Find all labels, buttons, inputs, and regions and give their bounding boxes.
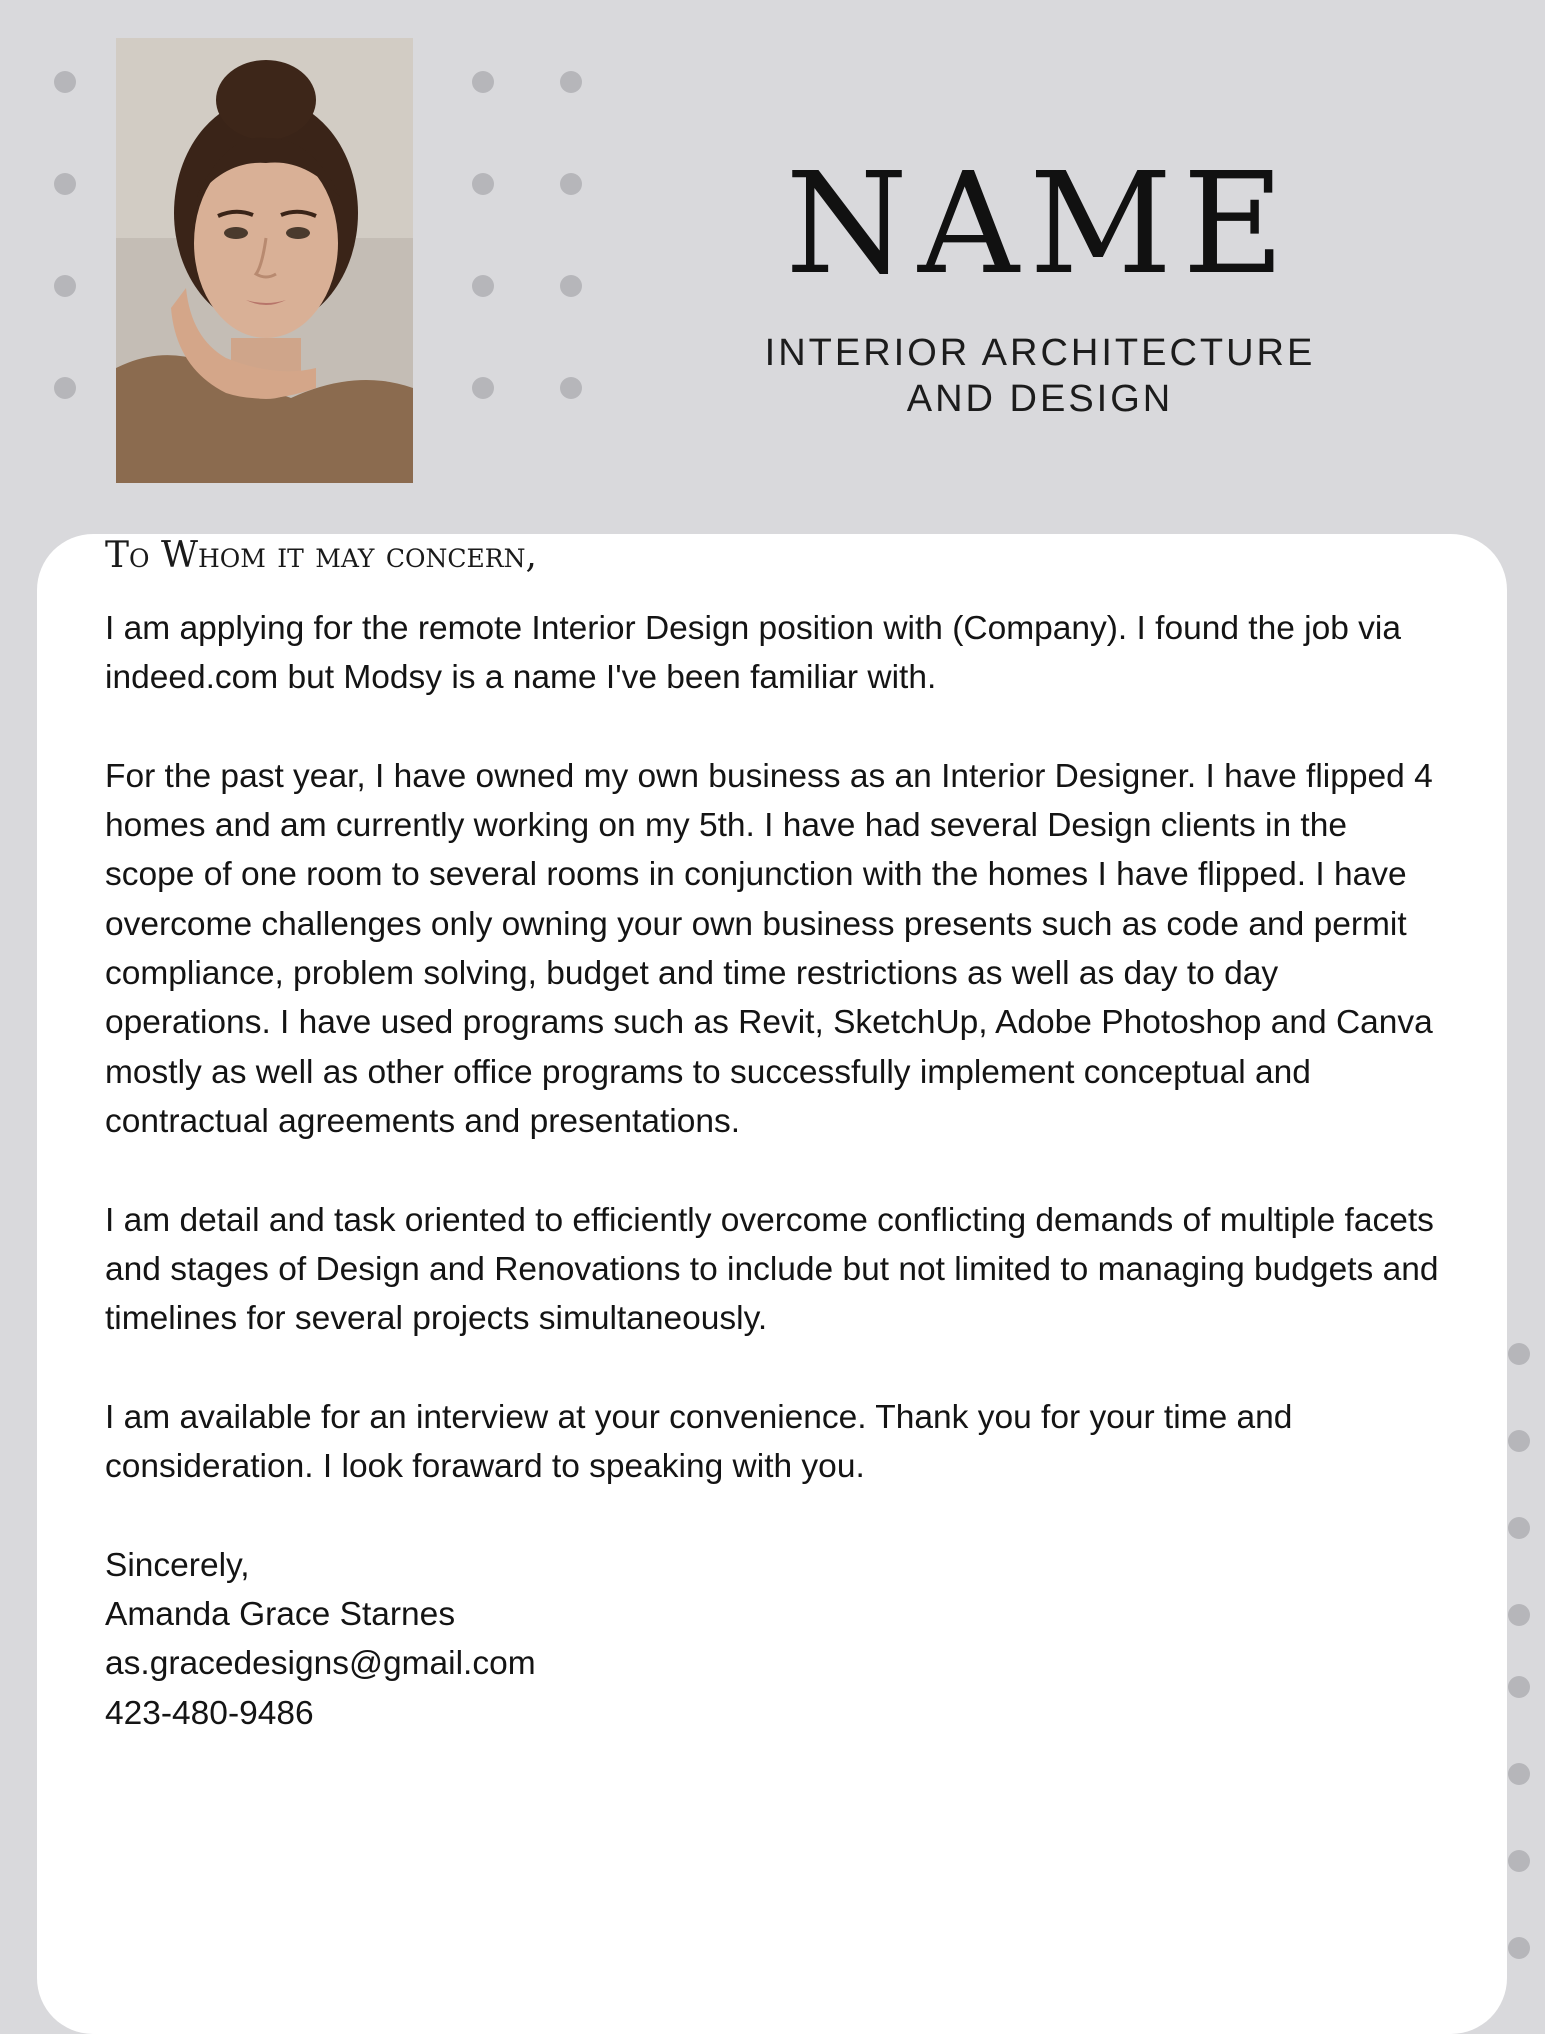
- decorative-dot: [560, 71, 582, 93]
- decorative-dot: [1508, 1343, 1530, 1365]
- job-title: [740, 330, 1340, 422]
- signer-name: Amanda Grace Starnes: [105, 1595, 456, 1633]
- letter-paragraph: For the past year, I have owned my own business as an Interior Designer. I have flipped 4 homes and am currently working on my 5th. I have had several Design clients in the scope of one room to several rooms in conjunction with the homes I have flipped. I have overcome challenges only owning your own business presents such as code and permit compliance, problem solving, budget and time restrictions as well as day to day operations. I have used programs such as Revit, SketchUp, Adobe Photoshop and Canva mostly as well as other office programs to successfully implement conceptual and contractual agreements and presentations.: [105, 757, 1433, 1140]
- decorative-dot: [472, 275, 494, 297]
- decorative-dot: [472, 71, 494, 93]
- letter-paragraph: I am detail and task oriented to efficiently overcome conflicting demands of multiple facets and stages of Design and Renovations to include but not limited to managing budgets and timelines for several projects simultaneously.: [105, 1201, 1439, 1338]
- decorative-dot: [54, 377, 76, 399]
- decorative-dot: [560, 275, 582, 297]
- decorative-dot: [560, 377, 582, 399]
- job-title-line: INTERIOR ARCHITECTURE: [764, 332, 1316, 374]
- decorative-dot: [472, 377, 494, 399]
- decorative-dot: [1508, 1604, 1530, 1626]
- job-title-line: AND DESIGN: [906, 378, 1174, 420]
- letter-paragraph: I am available for an interview at your convenience. Thank you for your time and consideration. I look foraward to speaking with you.: [105, 1398, 1293, 1486]
- letter-paragraph: I am applying for the remote Interior Design position with (Company). I found the job via indeed.com but Modsy is a name I've been familiar with.: [105, 610, 1401, 697]
- decorative-dot: [472, 173, 494, 195]
- signature-block: [105, 1541, 1445, 1738]
- decorative-dot: [54, 275, 76, 297]
- decorative-dot: [560, 173, 582, 195]
- salutation: To Whom it may concern,: [105, 535, 537, 576]
- decorative-dot: [1508, 1937, 1530, 1959]
- decorative-dot: [1508, 1676, 1530, 1698]
- decorative-dot: [54, 173, 76, 195]
- decorative-dot: [54, 71, 76, 93]
- closing: Sincerely,: [105, 1546, 250, 1584]
- phone-number: 423-480-9486: [105, 1694, 314, 1732]
- applicant-name-heading: NAME: [785, 143, 1295, 306]
- decorative-dot: [1508, 1850, 1530, 1872]
- profile-photo: [116, 38, 413, 483]
- decorative-dot: [1508, 1763, 1530, 1785]
- decorative-dot: [1508, 1517, 1530, 1539]
- decorative-dot: [1508, 1430, 1530, 1452]
- letter-body: [105, 604, 1445, 1738]
- email-address: as.gracedesigns@gmail.com: [105, 1645, 536, 1683]
